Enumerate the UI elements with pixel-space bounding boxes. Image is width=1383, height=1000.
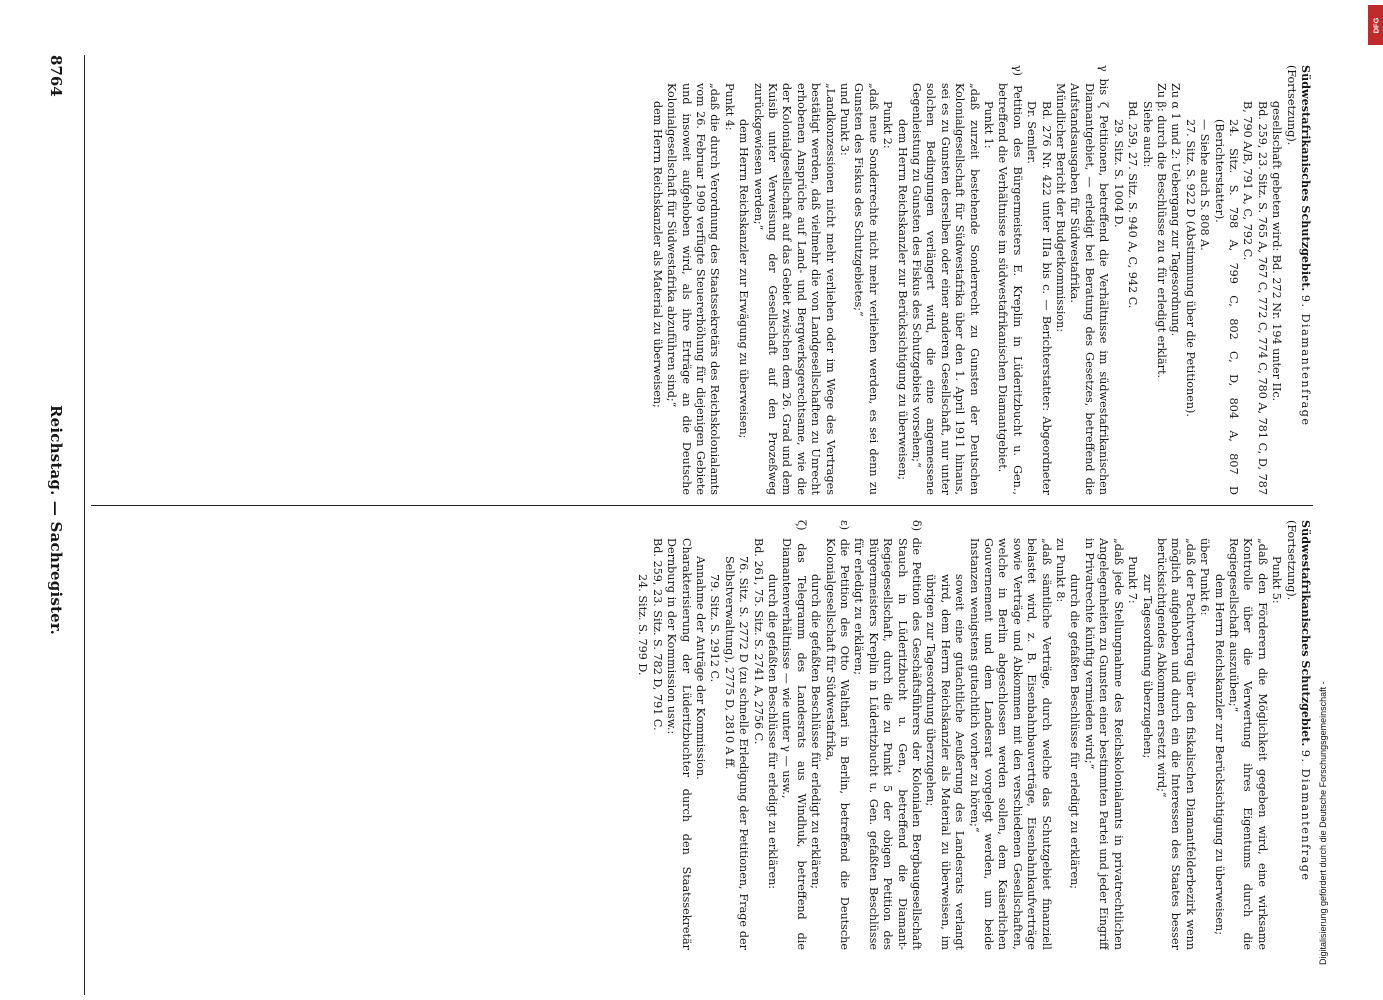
digitization-notice: [1318, 35, 1338, 965]
register-entry: δ) die Petition des Geschäftsführers der Kolonialen Bergbaugesellschaft Stauch in Lüderitzbucht u. Gen., betreffend die Diamant-Regiegesellschaft, durch die zu Punkt 5 der obigen Petition des Bürgermeisters Kreplin in Lüderitzbucht u. Gen. gefaßten Beschlüsse für erledigt zu erklären;: [852, 520, 924, 950]
register-entry: Punkt 5:: [1270, 556, 1284, 604]
register-entry: „daß den Förderern die Möglichkeit gegeben wird, eine wirksame Kontrolle über die Verwertung ihres Eigentums durch die Regiegesellschaft auszuüben;“: [1226, 538, 1269, 950]
register-entry: Mündlicher Bericht der Budgetkommission:: [1054, 83, 1068, 333]
register-entry: „daß zurzeit bestehende Sonderrecht zu Gunsten der Deutschen Kolonialgesellschaft für Südwestafrika über den 1. April 1911 hinaus, sei es zu Gunsten derselben oder einer anderen Gesellschaft, nur unter solchen Bedingungen verlängert wird, die eine angemessene Gegenleistung zu Gunsten des Fiskus des Schutzgebiets vorsehen;“: [910, 83, 981, 495]
register-entry: dem Herrn Reichskanzler zur Berücksichtigung zu überweisen;: [1212, 574, 1226, 935]
register-entry: 24. Sitz. S. 799 D.: [636, 574, 650, 676]
register-entry: Bd. 259, 23. Sitz. S. 782 D, 791 C.: [650, 538, 664, 731]
continuation-note: (Fortsetzung).: [1284, 65, 1298, 146]
register-entry: Punkt 7:: [1126, 556, 1140, 604]
register-entry: durch die gefaßten Beschlüsse für erledigt zu erklären;: [809, 574, 823, 890]
register-entry: zu Punkt 8:: [1054, 538, 1068, 603]
register-entry: Bd. 259, 27. Sitz. S. 940 A, C, 942 C.: [1126, 101, 1140, 309]
section-title: Südwestafrikanisches Schutzgebiet.: [1299, 65, 1313, 292]
register-entry: „daß sämtliche Verträge, durch welche das Schutzgebiet finanziell belastet wird, z. B. Eisenbahnbauverträge, Eisenbahnkaufverträge sowie Verträge und Abkommen mit den verschiedenen Gesellschaften, welche in Berlin abgeschlossen werden sollen, dem Kaiserlichen Gouvernement und dem Landesrat vorgelegt werden, um beide Instanzen wenigstens gutachtlich vorher zu hören;“: [967, 538, 1053, 950]
dfg-logo-text: DFG: [1371, 17, 1380, 33]
page-header-title: Reichstag. — Sachregister.: [47, 404, 65, 636]
register-entry: — Siehe auch S. 808 A.: [1198, 119, 1212, 251]
right-column-heading: [1283, 520, 1313, 950]
column-divider: [91, 505, 1313, 506]
register-entry: ε) die Petition des Otto Walthari in Berlin, betreffend die Deutsche Kolonialgesellschaft für Südwestafrika,: [823, 520, 851, 950]
register-entry: Zu α 1 und 2: Uebergang zur Tagesordnung.: [1169, 83, 1183, 337]
register-entry: „Landkonzessionen nicht mehr verliehen oder im Wege des Vertrages bestätigt werden, daß vielmehr die von Landgesellschaften zu Unrecht erhobenen Ansprüche auf Land- und Bergwerksgerechtsame, wie die der Kolonialgesellschaft auf das Gebiet zwischen dem 26. Grad und dem Kuisib unter Verweisung der Gesellschaft auf den Prozeßweg zurückgewiesen werden;“: [751, 83, 837, 495]
register-entry: durch die gefaßten Beschlüsse für erledigt zu erklären:: [765, 574, 779, 890]
header-rule: [84, 55, 85, 995]
register-entry: 79. Sitz. S. 2912 C.: [708, 574, 722, 683]
register-entry: soweit eine gutachtliche Aeußerung des Landesrats verlangt wird, dem Herrn Reichskanzler als Material zu überweisen, im übrigen zur Tagesordnung überzugehen;: [924, 574, 967, 950]
register-entry: γ bis ζ Petitionen, betreffend die Verhältnisse im südwestafrikanischen Diamantgebiet, — erledigt bei Beratung des Gesetzes, betreffend die Aufstandsausgaben für Südwestafrika.: [1068, 65, 1111, 495]
left-column-heading: [1283, 65, 1313, 495]
subsection-title: 9. Diamantenfrage: [1299, 294, 1312, 427]
dfg-logo: [1368, 5, 1383, 45]
register-entry: Bd. 259, 23. Sitz. S. 765 A, 767 C, 772 C, 774 C, 780 A, 781 C, D, 787 B, 790 A/B, 791 A, C, 792 C.: [1241, 101, 1269, 495]
register-entry: Punkt 2:: [881, 101, 895, 149]
register-entry: dem Herrn Reichskanzler zur Erwägung zu überweisen;: [737, 119, 751, 439]
register-entry: „daß neue Sonderrechte nicht mehr verliehen werden, es sei denn zu Gunsten des Fiskus des Schutzgebietes;“: [852, 83, 880, 495]
register-entry: zur Tagesordnung überzugehen;: [1140, 574, 1154, 759]
register-entry: „daß jede Stellungnahme des Reichskolonialamts in privatrechtlichen Angelegenheiten zu Gunsten einer bestimmten Partei und jeder Eingriff in Privatrechte künftig vermieden wird;“: [1082, 538, 1125, 950]
register-entry: γ) Petition des Bürgermeisters E. Kreplin in Lüderitzbucht u. Gen., betreffend die Verhältnisse im südwestafrikanischen Diamantgebiet.: [996, 65, 1024, 495]
left-column: [88, 65, 1313, 495]
register-entry: Zu β: durch die Beschlüsse zu α für erledigt erklärt.: [1154, 83, 1168, 379]
page-number: 8764: [47, 55, 65, 97]
register-entry: durch die gefaßten Beschlüsse für erledigt zu erklären;: [1068, 574, 1082, 890]
register-entry: „daß die durch Verordnung des Staatssekretärs des Reichskolonialamts vom 26. Februar 1909 verfügte Steuererhöhung für diejenigen Gebiete und insoweit aufgehoben wird, als ihre Erträge an die Deutsche Kolonialgesellschaft für Südwestafrika abzuführen sind;“: [665, 83, 722, 495]
register-entry: 29. Sitz. S. 1004 D.: [1111, 119, 1125, 228]
continuation-note: (Fortsetzung).: [1284, 520, 1298, 601]
register-entry: Annahme der Anträge der Kommission.: [693, 556, 707, 780]
register-entry: ζ) das Telegramm des Landesrats aus Windhuk, betreffend die Diamantenverhältnisse — wie unter γ — usw.,: [780, 520, 808, 950]
digitization-text: Digitalisierung gefördert durch die Deutsche Forschungsgemeinschaft -: [1318, 681, 1328, 965]
register-entry: Charakterisierung der Lüderitzbuchter durch den Staatssekretär Dernburg in der Kommission usw.:: [665, 538, 693, 950]
register-entry: Punkt 4:: [722, 83, 736, 131]
register-entry: 27. Sitz. S. 922 D (Abstimmung über die Petitionen).: [1183, 119, 1197, 417]
register-entry: gesellschaft gebeten wird: Bd. 272 Nr. 194 unter IIc.: [1270, 101, 1284, 402]
register-entry: Siehe auch:: [1140, 101, 1154, 168]
register-entry: „daß der Pachtvertrag über den fiskalischen Diamantfelderbezirk wenn möglich aufgehoben und durch ein die Interessen des Staates besser berücksichtigendes Abkommen ersetzt wird;“: [1154, 538, 1197, 950]
register-entry: über Punkt 6:: [1198, 538, 1212, 616]
subsection-title: 9. Diamantenfrage: [1299, 749, 1312, 882]
register-entry: dem Herrn Reichskanzler als Material zu überweisen;: [650, 101, 664, 408]
register-entry: Bd. 276 Nr. 422 unter IIIa bis c. — Berichterstatter: Abgeordneter Dr. Semler.: [1025, 101, 1053, 495]
register-entry: Punkt 1:: [982, 101, 996, 149]
running-head: [45, 55, 65, 985]
right-column: [88, 520, 1313, 950]
register-entry: dem Herrn Reichskanzler zur Berücksichtigung zu überweisen;: [895, 119, 909, 480]
register-entry: Bd. 261, 75. Sitz. S. 2741 A, 2756 C.: [751, 538, 765, 745]
register-entry: 24. Sitz. S. 798 A, 799 C, 802 C, D, 804 A, 807 D (Berichterstatter).: [1212, 119, 1240, 495]
register-entry: 76. Sitz. S. 2772 D (zu schnelle Erledigung der Petitionen, Frage der Selbstverwaltung), 2775 D, 2810 A ff.: [722, 556, 751, 950]
section-title: Südwestafrikanisches Schutzgebiet.: [1299, 520, 1313, 747]
register-entry: und Punkt 3:: [838, 83, 851, 156]
